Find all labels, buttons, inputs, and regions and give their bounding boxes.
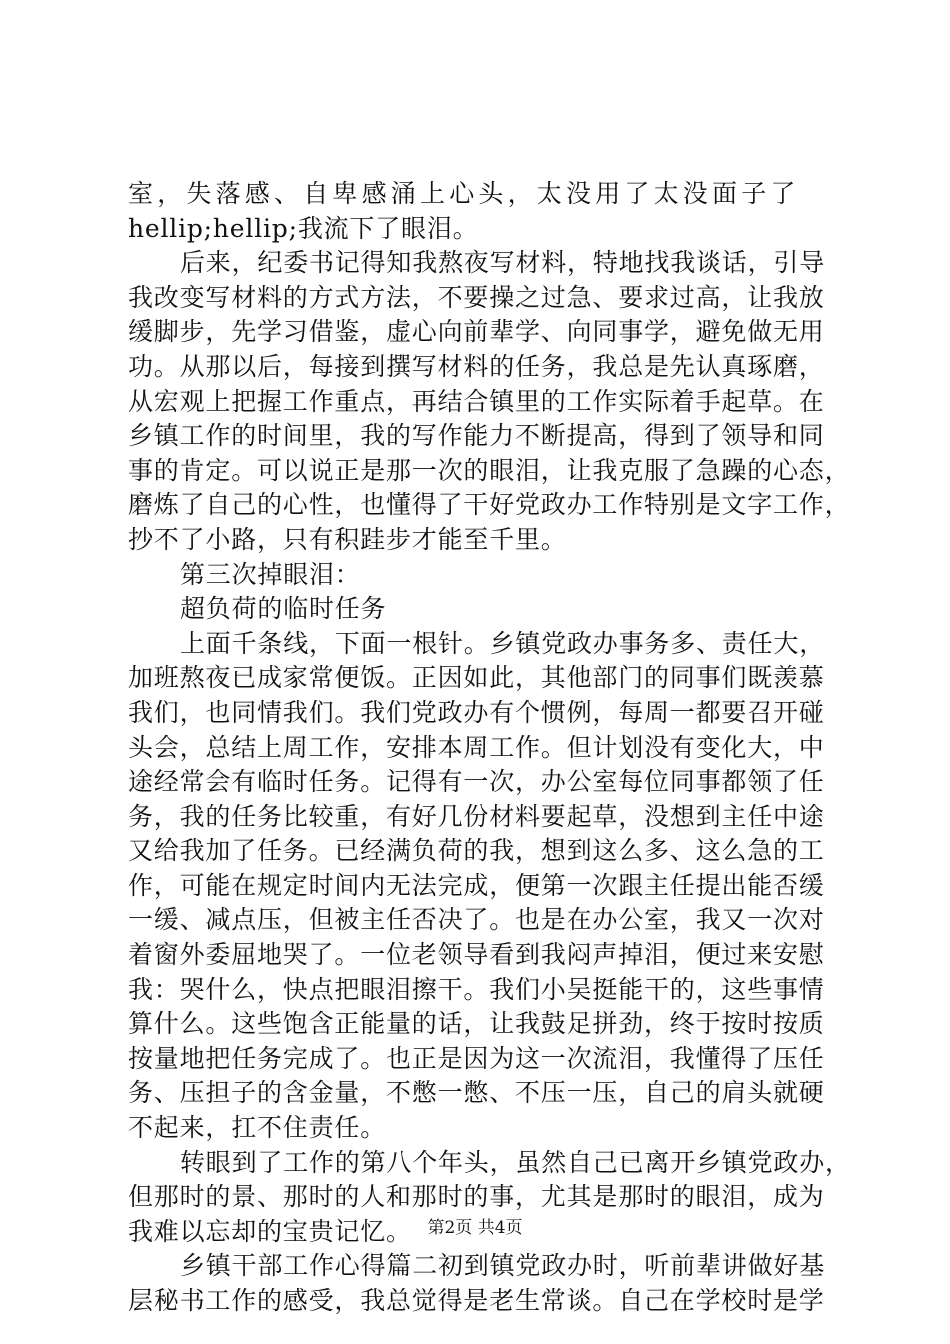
- text-line: 一缓、减点压，但被主任否决了。也是在办公室，我又一次对: [128, 905, 825, 935]
- text-line: 但那时的景、那时的人和那时的事，尤其是那时的眼泪，成为: [128, 1182, 825, 1212]
- text-line: hellip;hellip;我流下了眼泪。: [128, 213, 479, 243]
- text-line: 我：哭什么，快点把眼泪擦干。我们小吴挺能干的，这些事情: [128, 974, 825, 1004]
- text-line: 乡镇干部工作心得篇二初到镇党政办时，听前辈讲做好基: [180, 1251, 826, 1281]
- text-line: 途经常会有临时任务。记得有一次，办公室每位同事都领了任: [128, 767, 825, 797]
- text-line: 层秘书工作的感受，我总觉得是老生常谈。自己在学校时是学: [128, 1286, 825, 1315]
- text-line: 转眼到了工作的第八个年头，虽然自己已离开乡镇党政办，: [180, 1147, 851, 1177]
- text-line: 我难以忘却的宝贵记忆。: [128, 1216, 412, 1246]
- text-line: 又给我加了任务。已经满负荷的我，想到这么多、这么急的工: [128, 836, 825, 866]
- text-line: 着窗外委屈地哭了。一位老领导看到我闷声掉泪，便过来安慰: [128, 940, 825, 970]
- section-heading: 第三次掉眼泪：: [180, 559, 361, 589]
- text-line: 作，可能在规定时间内无法完成，便第一次跟主任提出能否缓: [128, 870, 825, 900]
- text-line: 磨炼了自己的心性，也懂得了干好党政办工作特别是文字工作，: [128, 490, 851, 520]
- text-line: 乡镇工作的时间里，我的写作能力不断提高，得到了领导和同: [128, 421, 825, 451]
- text-line: 务，我的任务比较重，有好几份材料要起草，没想到主任中途: [128, 801, 825, 831]
- page-footer: 第2页 共4页: [427, 1218, 523, 1238]
- text-line: 我们，也同情我们。我们党政办有个惯例，每周一都要召开碰: [128, 697, 825, 727]
- text-line: 务、压担子的含金量，不憋一憋、不压一压，自己的肩头就硬: [128, 1078, 825, 1108]
- section-subheading: 超负荷的临时任务: [180, 594, 387, 624]
- text-line: 事的肯定。可以说正是那一次的眼泪，让我克服了急躁的心态，: [128, 455, 851, 485]
- text-line: 头会，总结上周工作，安排本周工作。但计划没有变化大，中: [128, 732, 825, 762]
- text-line: 上面千条线，下面一根针。乡镇党政办事务多、责任大，: [180, 628, 826, 658]
- text-line: 算什么。这些饱含正能量的话，让我鼓足拼劲，终于按时按质: [128, 1009, 825, 1039]
- text-line: 按量地把任务完成了。也正是因为这一次流泪，我懂得了压任: [128, 1043, 825, 1073]
- body-text: [128, 177, 851, 1319]
- text-line: 从宏观上把握工作重点，再结合镇里的工作实际着手起草。在: [128, 386, 825, 416]
- text-line: 抄不了小路，只有积跬步才能至千里。: [128, 524, 567, 554]
- text-line: 我改变写材料的方式方法，不要操之过急、要求过高，让我放: [128, 282, 825, 312]
- text-line: 加班熬夜已成家常便饭。正因如此，其他部门的同事们既羡慕: [128, 663, 825, 693]
- text-line: 不起来，扛不住责任。: [128, 1113, 387, 1143]
- text-line: 功。从那以后，每接到撰写材料的任务，我总是先认真琢磨，: [128, 351, 825, 381]
- text-line: 室，失落感、自卑感涌上心头，太没用了太没面子了: [128, 179, 800, 208]
- text-line: 缓脚步，先学习借鉴，虚心向前辈学、向同事学，避免做无用: [128, 317, 825, 347]
- text-line: 后来，纪委书记得知我熬夜写材料，特地找我谈话，引导: [180, 248, 826, 278]
